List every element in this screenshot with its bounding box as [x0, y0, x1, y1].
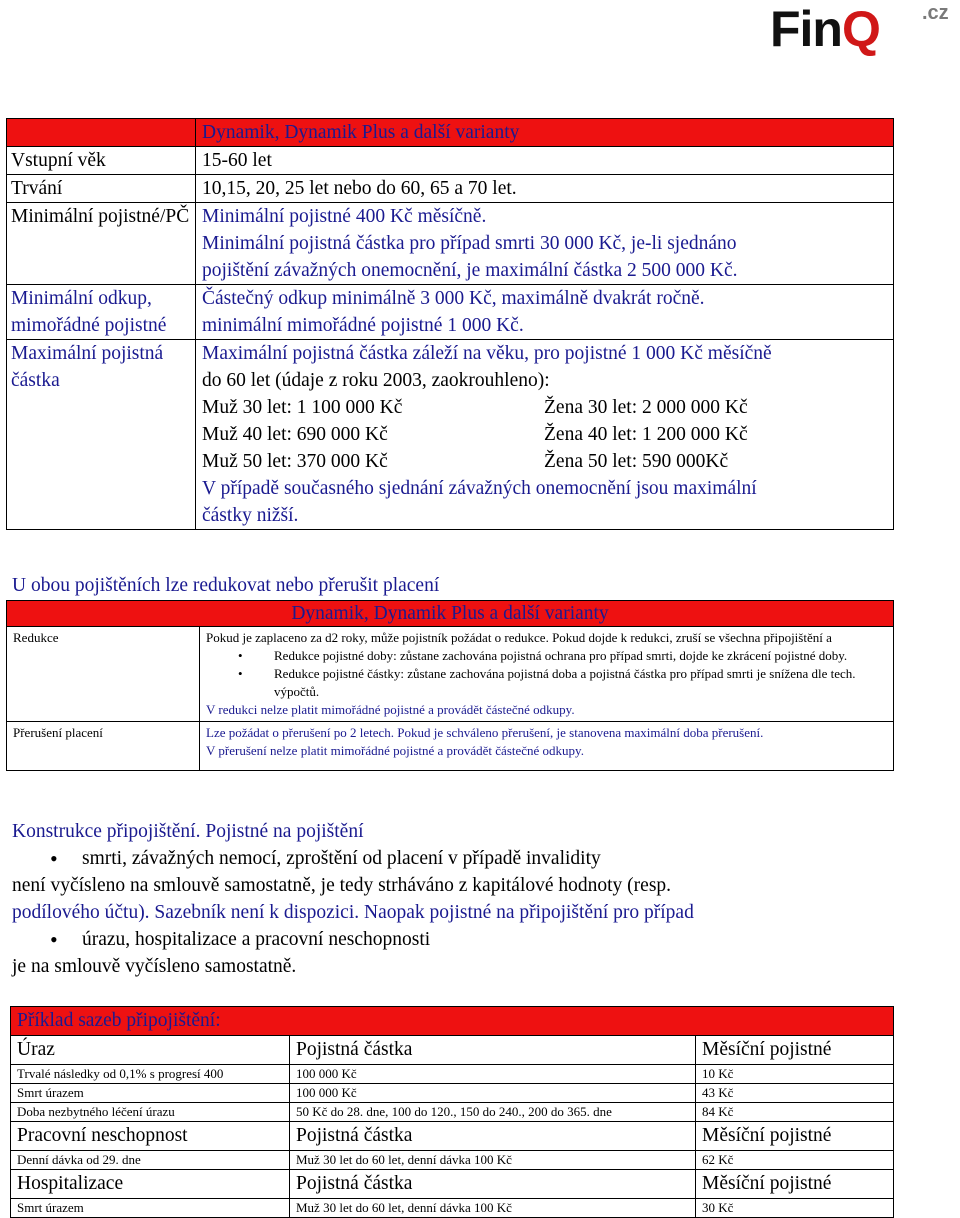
table3-title: Příklad sazeb připojištění:	[11, 1007, 894, 1036]
men-50: Muž 50 let: 370 000 Kč	[202, 451, 388, 472]
header-empty-cell	[7, 119, 196, 147]
table-row: Denní dávka od 29. dne Muž 30 let do 60 let, denní dávka 100 Kč 62 Kč	[11, 1151, 894, 1170]
finq-logo	[770, 0, 960, 60]
row-value: Pokud je zaplaceno za d2 roky, může pojistník požádat o redukce. Pokud dojde k redukci, zruší se všechna připojištění a • Redukce pojistné doby: zůstane zachována pojistná ochrana pro případ smrti, dojde ke zkrácení pojistné doby. • Redukce pojistné částky: zůstane zachována pojistná doba a pojistná částka pro případ smrti je snížena dle tech. výpočtů. V redukci nelze platit mimořádné pojistné a provádět částečné odkupy.	[200, 627, 894, 722]
product-parameters-table	[6, 118, 894, 530]
row-value: 15-60 let	[196, 147, 894, 175]
row-label: Přerušení placení	[7, 722, 200, 771]
row-label: Redukce	[7, 627, 200, 722]
row-label: Vstupní věk	[7, 147, 196, 175]
table-row: Smrt úrazem Muž 30 let do 60 let, denní dávka 100 Kč 30 Kč	[11, 1199, 894, 1218]
men-30: Muž 30 let: 1 100 000 Kč	[202, 397, 403, 418]
logo-domain: .cz	[922, 2, 949, 24]
women-40: Žena 40 let: 1 200 000 Kč	[544, 424, 748, 445]
row-min-withdrawal	[7, 285, 894, 340]
logo-wordmark: FinQ	[770, 1, 880, 57]
table-header-row: Pracovní neschopnost Pojistná částka Měsíční pojistné	[11, 1122, 894, 1151]
row-label: Minimální pojistné/PČ	[7, 203, 196, 285]
row-value: Lze požádat o přerušení po 2 letech. Pokud je schváleno přerušení, je stanovena maximální doba přerušení. V přerušení nelze platit mimořádné pojistné a provádět částečné odkupy.	[200, 722, 894, 771]
row-min-premium	[7, 203, 894, 285]
women-50: Žena 50 let: 590 000Kč	[544, 451, 729, 472]
row-value: Minimální pojistné 400 Kč měsíčně. Minimální pojistná částka pro případ smrti 30 000 Kč, je-li sjednáno pojištění závažných onemocnění, je maximální částka 2 500 000 Kč.	[196, 203, 894, 285]
table-row: Doba nezbytného léčení úrazu 50 Kč do 28. dne, 100 do 120., 150 do 240., 200 do 365. dne 84 Kč	[11, 1103, 894, 1122]
men-40: Muž 40 let: 690 000 Kč	[202, 424, 388, 445]
riders-paragraph: Konstrukce připojištění. Pojistné na pojištění • smrti, závažných nemocí, zproštění od placení v případě invalidity není vyčísleno na smlouvě samostatně, je tedy strháváno z kapitálové hodnoty (resp. podílového účtu). Sazebník není k dispozici. Naopak pojistné na připojištění pro případ • úrazu, hospitalizace a pracovní neschopnosti je na smlouvě vyčísleno samostatně.	[12, 818, 912, 980]
list-item: • smrti, závažných nemocí, zproštění od placení v případě invalidity	[12, 845, 912, 872]
list-item: • Redukce pojistné částky: zůstane zachována pojistná doba a pojistná částka pro případ smrti je snížena dle tech. výpočtů.	[274, 665, 887, 701]
row-label: Minimální odkup, mimořádné pojistné	[7, 285, 196, 340]
table-row: Smrt úrazem 100 000 Kč 43 Kč	[11, 1084, 894, 1103]
table2-header: Dynamik, Dynamik Plus a další varianty	[7, 601, 894, 627]
row-max-sum	[7, 340, 894, 530]
row-label: Maximální pojistná částka	[7, 340, 196, 530]
women-30: Žena 30 let: 2 000 000 Kč	[544, 397, 748, 418]
table-header-row: Úraz Pojistná částka Měsíční pojistné	[11, 1036, 894, 1065]
rider-rates-table	[10, 1006, 894, 1218]
section2-heading: U obou pojištěních lze redukovat nebo přerušit placení	[12, 575, 440, 596]
list-item: • Redukce pojistné doby: zůstane zachována pojistná ochrana pro případ smrti, dojde ke zkrácení pojistné doby.	[274, 647, 887, 665]
row-duration	[7, 175, 894, 203]
reduction-table	[6, 600, 894, 771]
row-label: Trvání	[7, 175, 196, 203]
table-row: Trvalé následky od 0,1% s progresí 400 100 000 Kč 10 Kč	[11, 1065, 894, 1084]
table1-header: Dynamik, Dynamik Plus a další varianty	[196, 119, 894, 147]
row-entry-age	[7, 147, 894, 175]
table-header-row: Hospitalizace Pojistná částka Měsíční pojistné	[11, 1170, 894, 1199]
list-item: • úrazu, hospitalizace a pracovní neschopnosti	[12, 926, 912, 953]
row-interruption	[7, 722, 894, 771]
row-value: Maximální pojistná částka záleží na věku, pro pojistné 1 000 Kč měsíčně do 60 let (údaje z roku 2003, zaokrouhleno): Muž 30 let: 1 100 000 Kč Žena 30 let: 2 000 000 Kč Muž 40 let: 690 000 Kč Žena 40 let: 1 200 000 Kč Muž 50 let: 370 000 Kč Žena 50 let: 590 000Kč V případě současného sjednání závažných onemocnění jsou maximální částky nižší.	[196, 340, 894, 530]
row-value: Částečný odkup minimálně 3 000 Kč, maximálně dvakrát ročně. minimální mimořádné pojistné 1 000 Kč.	[196, 285, 894, 340]
row-value: 10,15, 20, 25 let nebo do 60, 65 a 70 let.	[196, 175, 894, 203]
row-reduction	[7, 627, 894, 722]
